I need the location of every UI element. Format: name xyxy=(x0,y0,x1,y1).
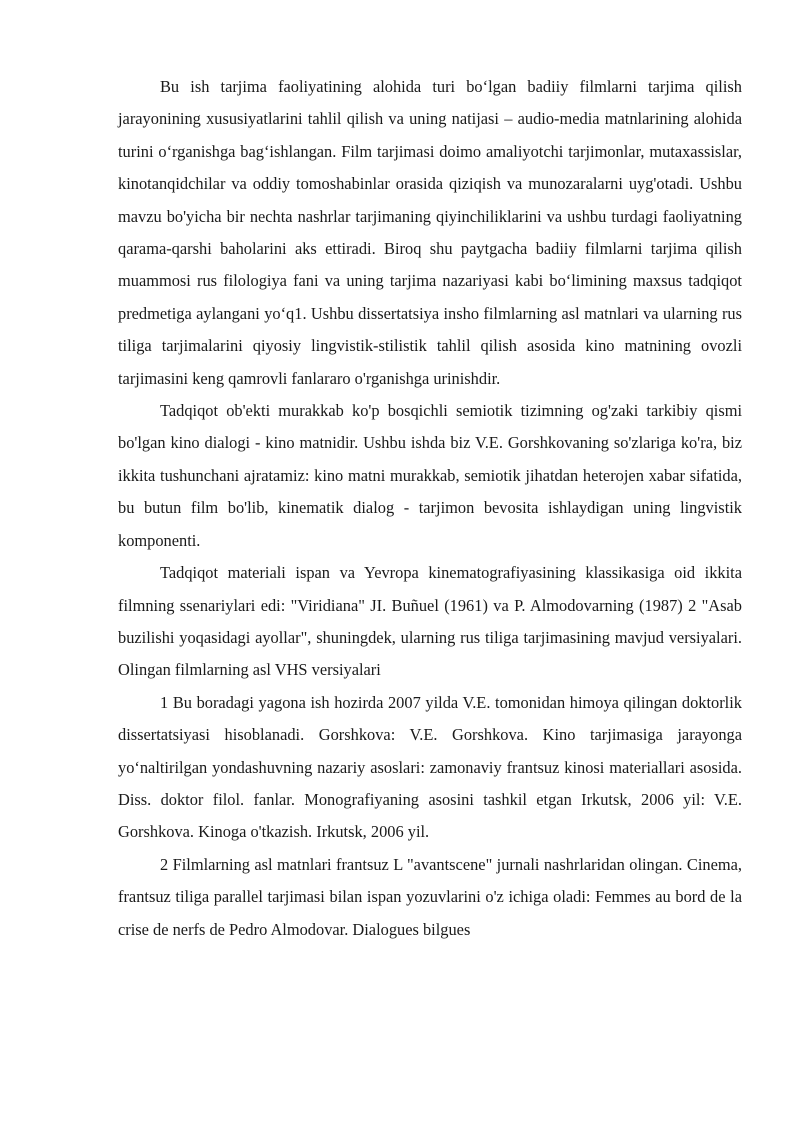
body-paragraph-intro: Bu ish tarjima faoliyatining alohida turi bo‘lgan badiiy filmlarni tarjima qilish jarayonining xususiyatlarini tahlil qilish va uning natijasi – audio-media matnlarining alohida turini o‘rganishga bag‘ishlangan. Film tarjimasi doimo amaliyotchi tarjimonlar, mutaxassislar, kinotanqidchilar va oddiy tomoshabinlar orasida qiziqish va munozaralarni uyg'otadi. Ushbu mavzu bo'yicha bir nechta nashrlar tarjimaning qiyinchiliklarini va ushbu turdagi faoliyatning qarama-qarshi baholarini aks ettiradi. Biroq shu paytgacha badiiy filmlarni tarjima qilish muammosi rus filologiya fani va uning tarjima nazariyasi kabi bo‘limining maxsus tadqiqot predmetiga aylangani yo‘q1. Ushbu dissertatsiya insho filmlarning asl matnlari va ularning rus tiliga tarjimalarini qiyosiy lingvistik-stilistik tahlil qilish asosida kino matnining ovozli tarjimasini keng qamrovli fanlararo o'rganishga urinishdir. xyxy=(118,77,742,388)
body-paragraph-research-object: Tadqiqot ob'ekti murakkab ko'p bosqichli semiotik tizimning og'zaki tarkibiy qismi bo'lgan kino dialogi - kino matnidir. Ushbu ishda biz V.E. Gorshkovaning so'zlariga ko'ra, biz ikkita tushunchani ajratamiz: kino matni murakkab, semiotik jihatdan heterojen xabar sifatida, bu butun film bo'lib, kinematik dialog - tarjimon bevosita ishlaydigan uning lingvistik komponenti. xyxy=(118,401,742,550)
footnote-2: 2 Filmlarning asl matnlari frantsuz L "avantscene" jurnali nashrlaridan olingan. Cinema, frantsuz tiliga parallel tarjimasi bilan ispan yozuvlarini o'z ichiga oladi: Femmes au bord de la crise de nerfs de Pedro Almodovar. Dialogues bilgues xyxy=(118,854,742,939)
body-paragraph-research-material: Tadqiqot materiali ispan va Yevropa kinematografiyasining klassikasiga oid ikkita filmning ssenariylari edi: "Viridiana" JI. Buñuel (1961) va P. Almodovarning (1987) 2 "Asab buzilishi yoqasidagi ayollar", shuningdek, ularning rus tiliga tarjimasining mavjud versiyalari. Olingan filmlarning asl VHS versiyalari xyxy=(118,563,742,680)
footnote-1: 1 Bu boradagi yagona ish hozirda 2007 yilda V.E. tomonidan himoya qilingan doktorlik dissertatsiyasi hisoblanadi. Gorshkova: V.E. Gorshkova. Kino tarjimasiga jarayonga yo‘naltirilgan yondashuvning nazariy asoslari: zamonaviy frantsuz kinosi materiallari asosida. Diss. doktor filol. fanlar. Monografiyaning asosini tashkil etgan Irkutsk, 2006 yil: V.E. Gorshkova. Kinoga o'tkazish. Irkutsk, 2006 yil. xyxy=(118,692,742,842)
document-page xyxy=(118,71,742,946)
